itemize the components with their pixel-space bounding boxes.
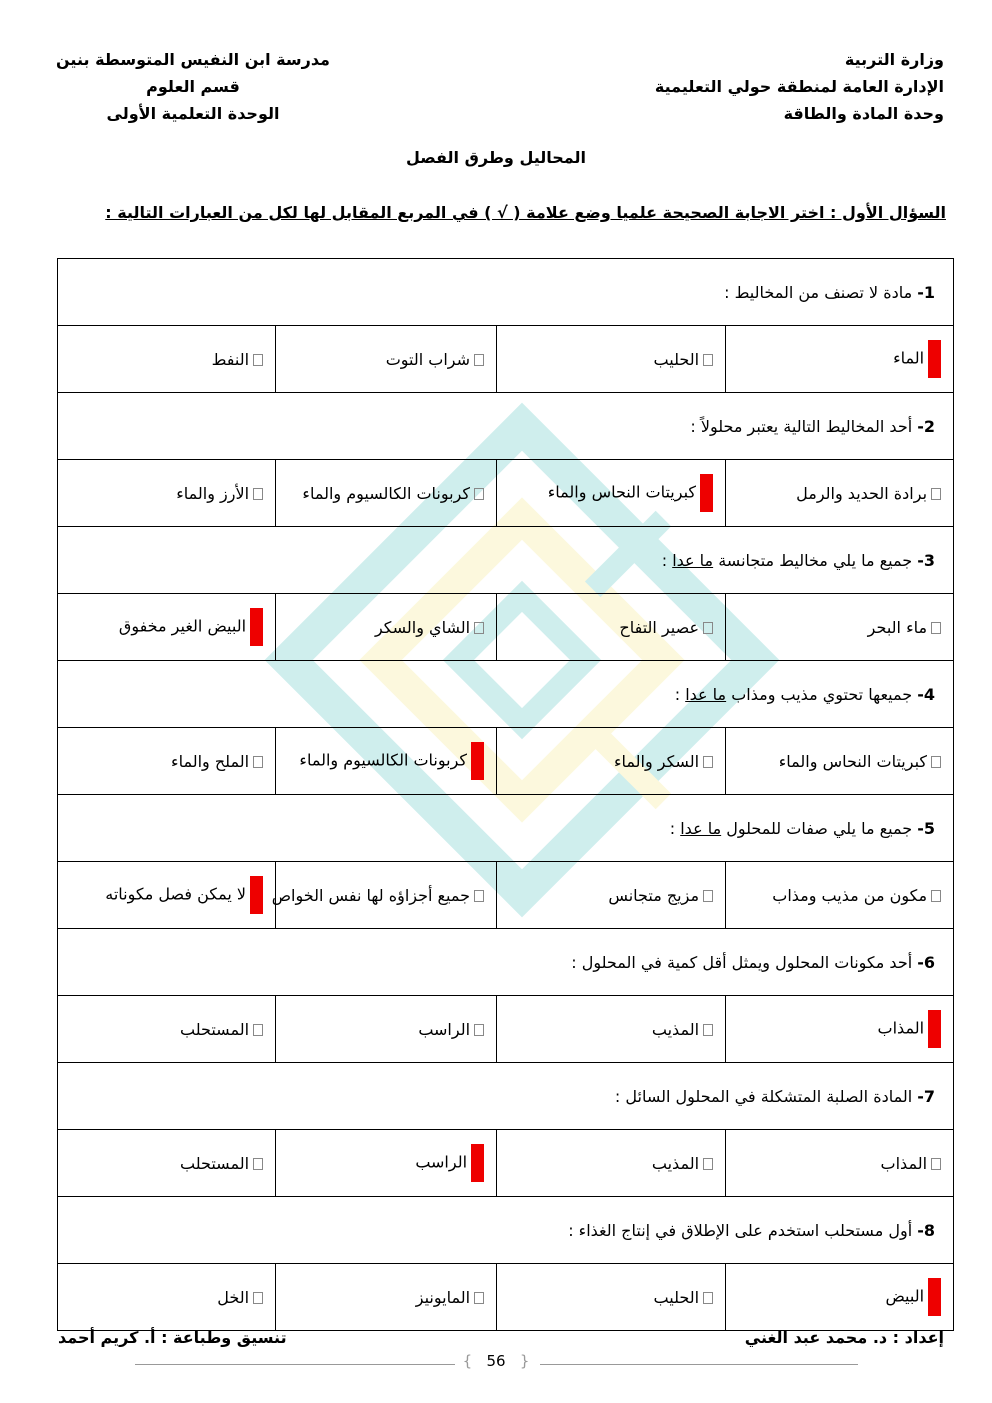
answer-option[interactable]: [726, 460, 954, 527]
checkbox-icon[interactable]: [474, 890, 484, 902]
checked-checkbox-icon[interactable]: [471, 742, 484, 780]
question-text: [58, 259, 954, 326]
question-text: [58, 393, 954, 460]
answer-option[interactable]: [58, 460, 276, 527]
checkbox-icon[interactable]: [253, 1024, 263, 1036]
question-number: 6-: [917, 952, 936, 972]
department-name: قسم العلوم: [146, 77, 240, 96]
option-label: المذاب: [880, 1153, 928, 1173]
answer-option[interactable]: [497, 460, 726, 527]
answer-option[interactable]: [726, 594, 954, 661]
answer-option[interactable]: [497, 594, 726, 661]
checkbox-icon[interactable]: [474, 622, 484, 634]
checkbox-icon[interactable]: [703, 1024, 713, 1036]
checkbox-icon[interactable]: [931, 756, 941, 768]
checked-checkbox-icon[interactable]: [250, 876, 263, 914]
checked-checkbox-icon[interactable]: [928, 1010, 941, 1048]
option-label: البيض: [885, 1286, 925, 1306]
options-row: [58, 996, 954, 1063]
option-label: السكر والماء: [613, 751, 700, 771]
answer-option[interactable]: [726, 728, 954, 795]
options-row: [58, 728, 954, 795]
option-label: كبريتات النحاس والماء: [778, 751, 928, 771]
options-row: [58, 326, 954, 393]
option-label: الشاي والسكر: [374, 617, 471, 637]
option-label: كربونات الكالسيوم والماء: [302, 483, 471, 503]
checkbox-icon[interactable]: [474, 1024, 484, 1036]
option-label: الأرز والماء: [176, 483, 250, 503]
option-label: جميع أجزاؤه لها نفس الخواص: [271, 885, 471, 905]
option-label: المذاب: [877, 1018, 925, 1038]
question-row: [58, 259, 954, 326]
options-row: [58, 594, 954, 661]
checked-checkbox-icon[interactable]: [700, 474, 713, 512]
answer-option[interactable]: [58, 1130, 276, 1197]
question-emphasis: ما عدا: [672, 550, 714, 570]
unit-name: وحدة المادة والطاقة: [783, 104, 944, 123]
option-label: المستحلب: [180, 1153, 250, 1173]
option-label: الماء: [893, 348, 925, 368]
answer-option[interactable]: [276, 728, 497, 795]
question-text: [58, 795, 954, 862]
option-label: الراسب: [418, 1019, 471, 1039]
question-row: [58, 527, 954, 594]
question-prompt: جميع ما يلي مخاليط متجانسة: [718, 550, 913, 570]
answer-option[interactable]: [58, 862, 276, 929]
answer-option[interactable]: [58, 594, 276, 661]
option-label: المايونيز: [415, 1287, 471, 1307]
question-suffix: :: [661, 550, 668, 570]
question-suffix: :: [674, 684, 681, 704]
question-row: [58, 661, 954, 728]
checkbox-icon[interactable]: [931, 1158, 941, 1170]
option-label: لا يمكن فصل مكوناته: [105, 884, 247, 904]
checkbox-icon[interactable]: [253, 1292, 263, 1304]
answer-option[interactable]: [276, 460, 497, 527]
option-label: المذيب: [651, 1019, 700, 1039]
answer-option[interactable]: [276, 1130, 497, 1197]
option-label: المذيب: [651, 1153, 700, 1173]
answer-option[interactable]: [726, 1264, 954, 1331]
question-number: 4-: [917, 684, 936, 704]
checked-checkbox-icon[interactable]: [471, 1144, 484, 1182]
option-label: برادة الحديد والرمل: [796, 483, 928, 503]
option-label: كربونات الكالسيوم والماء: [299, 750, 468, 770]
question-emphasis: ما عدا: [685, 684, 727, 704]
question-text: [58, 527, 954, 594]
answer-option[interactable]: [276, 326, 497, 393]
checkbox-icon[interactable]: [703, 890, 713, 902]
formatted-by: تنسيق وطباعة : أ. كريم أحمد: [58, 1328, 287, 1347]
option-label: النفط: [211, 349, 250, 369]
option-label: كبريتات النحاس والماء: [547, 482, 697, 502]
learning-unit: الوحدة التعلمية الأولى: [106, 104, 280, 123]
question-text: [58, 661, 954, 728]
page-number: { 56 }: [462, 1352, 530, 1370]
answer-option[interactable]: [497, 996, 726, 1063]
question-number: 5-: [917, 818, 936, 838]
option-label: المستحلب: [180, 1019, 250, 1039]
answer-option[interactable]: [58, 1264, 276, 1331]
question-prompt: جميع ما يلي صفات للمحلول: [726, 818, 913, 838]
question-prompt: المادة الصلبة المتشكلة في المحلول السائل :: [614, 1086, 913, 1106]
answer-option[interactable]: [726, 1130, 954, 1197]
options-row: [58, 1130, 954, 1197]
option-label: الراسب: [415, 1152, 468, 1172]
question-emphasis: ما عدا: [680, 818, 722, 838]
question-prompt: أول مستحلب استخدم على الإطلاق في إنتاج الغذاء :: [568, 1220, 913, 1240]
option-label: الحليب: [653, 349, 700, 369]
option-label: الخل: [217, 1287, 250, 1307]
option-label: شراب التوت: [385, 349, 471, 369]
page-title: المحاليل وطرق الفصل: [405, 148, 587, 167]
checkbox-icon[interactable]: [474, 1292, 484, 1304]
option-label: مزيج متجانس: [608, 885, 700, 905]
checked-checkbox-icon[interactable]: [250, 608, 263, 646]
question-prompt: مادة لا تصنف من المخاليط :: [724, 282, 913, 302]
question-text: [58, 1063, 954, 1130]
checkbox-icon[interactable]: [474, 488, 484, 500]
school-header: [48, 46, 338, 127]
checkbox-icon[interactable]: [703, 1158, 713, 1170]
option-label: مكون من مذيب ومذاب: [772, 885, 928, 905]
question-row: [58, 1063, 954, 1130]
answer-option[interactable]: [497, 1130, 726, 1197]
checkbox-icon[interactable]: [703, 756, 713, 768]
answer-option[interactable]: [726, 862, 954, 929]
answer-option[interactable]: [726, 996, 954, 1063]
answer-option[interactable]: [726, 326, 954, 393]
question-instruction: السؤال الأول : اختر الاجابة الصحيحة علميا وضع علامة ( √ ) في المربع المقابل لها لكل من العبارات التالية :: [105, 203, 946, 222]
options-row: [58, 862, 954, 929]
question-suffix: :: [669, 818, 676, 838]
question-text: [58, 929, 954, 996]
option-label: عصير التفاح: [619, 617, 700, 637]
question-prompt: أحد المخاليط التالية يعتبر محلولاً :: [690, 416, 913, 436]
option-label: الحليب: [653, 1287, 700, 1307]
prepared-by: إعداد : د. محمد عبد الغني: [744, 1328, 944, 1347]
school-name: مدرسة ابن النفيس المتوسطة بنين: [56, 50, 330, 69]
question-number: 3-: [917, 550, 936, 570]
checkbox-icon[interactable]: [253, 354, 263, 366]
question-number: 8-: [917, 1220, 936, 1240]
answer-option[interactable]: [497, 728, 726, 795]
checkbox-icon[interactable]: [703, 1292, 713, 1304]
options-row: [58, 1264, 954, 1331]
option-label: الملح والماء: [171, 751, 250, 771]
answer-option[interactable]: [497, 1264, 726, 1331]
question-prompt: جميعها تحتوي مذيب ومذاب: [731, 684, 913, 704]
district-name: الإدارة العامة لمنطقة حولي التعليمية: [654, 77, 944, 96]
ministry-name: وزارة التربية: [844, 50, 944, 69]
question-row: [58, 929, 954, 996]
question-row: [58, 393, 954, 460]
answer-option[interactable]: [58, 728, 276, 795]
options-row: [58, 460, 954, 527]
checkbox-icon[interactable]: [474, 354, 484, 366]
answer-option[interactable]: [58, 326, 276, 393]
option-label: البيض الغير مخفوق: [118, 616, 247, 636]
question-text: [58, 1197, 954, 1264]
checkbox-icon[interactable]: [253, 488, 263, 500]
answer-option[interactable]: [497, 862, 726, 929]
answer-option[interactable]: [276, 1264, 497, 1331]
checkbox-icon[interactable]: [253, 756, 263, 768]
checkbox-icon[interactable]: [931, 890, 941, 902]
checked-checkbox-icon[interactable]: [928, 1278, 941, 1316]
option-label: ماء البحر: [867, 617, 928, 637]
checkbox-icon[interactable]: [253, 1158, 263, 1170]
answer-option[interactable]: [271, 862, 497, 929]
question-row: [58, 1197, 954, 1264]
checkbox-icon[interactable]: [703, 354, 713, 366]
question-row: [58, 795, 954, 862]
answer-option[interactable]: [58, 996, 276, 1063]
question-number: 7-: [917, 1086, 936, 1106]
checked-checkbox-icon[interactable]: [928, 340, 941, 378]
answer-option[interactable]: [497, 326, 726, 393]
answer-option[interactable]: [276, 594, 497, 661]
question-prompt: أحد مكونات المحلول ويمثل أقل كمية في المحلول :: [571, 952, 913, 972]
checkbox-icon[interactable]: [931, 488, 941, 500]
question-number: 2-: [917, 416, 936, 436]
answer-option[interactable]: [276, 996, 497, 1063]
question-number: 1-: [917, 282, 936, 302]
checkbox-icon[interactable]: [703, 622, 713, 634]
checkbox-icon[interactable]: [931, 622, 941, 634]
ministry-header: [655, 46, 944, 127]
questions-table: [57, 258, 954, 1331]
